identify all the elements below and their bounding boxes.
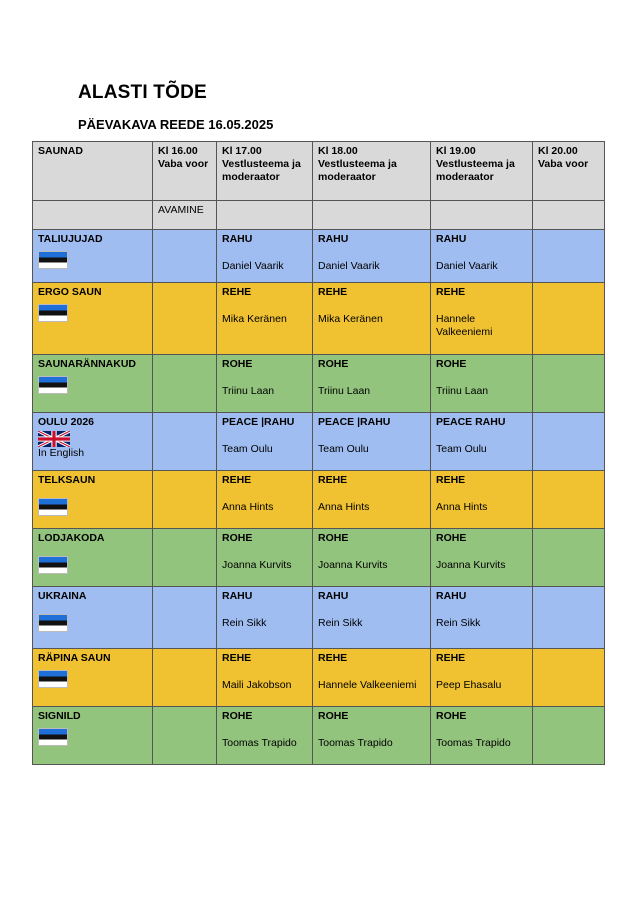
sauna-cell (33, 529, 153, 587)
moderator-name: Team Oulu (436, 443, 487, 455)
empty-cell (217, 201, 313, 230)
estonia-flag-icon (38, 728, 68, 746)
sauna-row-oulu-2026 (33, 413, 605, 471)
empty-cell (431, 201, 533, 230)
session-topic: PEACE |RAHU (318, 416, 391, 428)
saunas-header: SAUNAD (33, 142, 153, 201)
session-topic: ROHE (318, 710, 349, 722)
sauna-row-lodjakoda (33, 529, 605, 587)
moderator-name: Anna Hints (318, 501, 370, 513)
moderator-name: Toomas Trapido (318, 737, 393, 749)
session-topic: RAHU (436, 590, 467, 602)
free-slot-cell (153, 649, 217, 707)
session-cell (217, 587, 313, 649)
slot-desc: Vaba voor (538, 158, 589, 170)
moderator-name: Joanna Kurvits (436, 559, 506, 571)
free-slot-cell (153, 587, 217, 649)
estonia-flag-icon (38, 556, 68, 574)
sauna-cell (33, 283, 153, 355)
sauna-cell (33, 471, 153, 529)
moderator-name: Joanna Kurvits (318, 559, 388, 571)
document-title: ALASTI TÕDE (78, 82, 207, 103)
session-topic: ROHE (222, 358, 253, 370)
header-row (33, 142, 605, 201)
slot-header-1700 (217, 142, 313, 201)
estonia-flag-icon (38, 376, 68, 394)
sauna-name: LODJAKODA (38, 532, 105, 544)
sauna-name: SAUNARÄNNAKUD (38, 358, 136, 370)
session-topic: REHE (222, 286, 252, 298)
empty-cell (533, 201, 605, 230)
session-cell (431, 230, 533, 283)
moderator-name: Toomas Trapido (222, 737, 297, 749)
language-note: In English (38, 447, 85, 459)
session-cell (431, 587, 533, 649)
free-slot-cell (533, 529, 605, 587)
free-slot-cell (533, 355, 605, 413)
sauna-row-rapina-saun (33, 649, 605, 707)
sauna-name: TALIUJUJAD (38, 233, 103, 245)
session-cell (313, 587, 431, 649)
slot-time: Kl 19.00 (436, 145, 476, 157)
slot-header-1900 (431, 142, 533, 201)
session-topic: ROHE (436, 710, 467, 722)
session-cell (313, 471, 431, 529)
opening-cell: AVAMINE (153, 201, 217, 230)
session-topic: RAHU (318, 233, 349, 245)
session-topic: RAHU (318, 590, 349, 602)
moderator-name: Daniel Vaarik (222, 260, 284, 272)
slot-header-1600 (153, 142, 217, 201)
moderator-name: Hannele Valkeeniemi (436, 313, 493, 338)
session-cell (217, 649, 313, 707)
moderator-name: Rein Sikk (436, 617, 481, 629)
sauna-name: UKRAINA (38, 590, 87, 602)
sauna-row-saunarannakud (33, 355, 605, 413)
session-topic: RAHU (222, 233, 253, 245)
free-slot-cell (153, 413, 217, 471)
free-slot-cell (533, 230, 605, 283)
schedule-table (32, 141, 605, 765)
session-cell (313, 649, 431, 707)
moderator-name: Joanna Kurvits (222, 559, 292, 571)
session-cell (431, 283, 533, 355)
moderator-name: Triinu Laan (436, 385, 489, 397)
session-topic: REHE (318, 652, 348, 664)
slot-desc: Vestlusteema ja moderaator (436, 158, 515, 183)
sauna-cell (33, 355, 153, 413)
session-cell (431, 355, 533, 413)
session-topic: REHE (318, 286, 348, 298)
session-topic: PEACE |RAHU (222, 416, 295, 428)
slot-time: Kl 18.00 (318, 145, 358, 157)
session-topic: REHE (222, 474, 252, 486)
session-topic: ROHE (222, 710, 253, 722)
sauna-row-signild (33, 707, 605, 765)
sauna-row-telksaun (33, 471, 605, 529)
session-cell (217, 230, 313, 283)
session-cell (313, 707, 431, 765)
free-slot-cell (533, 471, 605, 529)
moderator-name: Mika Keränen (222, 313, 287, 325)
slot-time: Kl 16.00 (158, 145, 198, 157)
slot-desc: Vestlusteema ja moderaator (222, 158, 301, 183)
free-slot-cell (153, 529, 217, 587)
session-topic: ROHE (436, 358, 467, 370)
session-cell (217, 471, 313, 529)
session-cell (217, 283, 313, 355)
session-topic: REHE (436, 474, 466, 486)
session-topic: PEACE RAHU (436, 416, 506, 428)
uk-flag-icon (38, 431, 70, 447)
sauna-cell (33, 707, 153, 765)
session-topic: ROHE (318, 532, 349, 544)
free-slot-cell (153, 230, 217, 283)
moderator-name: Mika Keränen (318, 313, 383, 325)
session-cell (217, 355, 313, 413)
moderator-name: Triinu Laan (222, 385, 275, 397)
sauna-cell (33, 413, 153, 471)
free-slot-cell (153, 707, 217, 765)
session-cell (217, 529, 313, 587)
opening-row (33, 201, 605, 230)
moderator-name: Triinu Laan (318, 385, 371, 397)
moderator-name: Daniel Vaarik (436, 260, 498, 272)
sauna-name: ERGO SAUN (38, 286, 102, 298)
slot-time: Kl 17.00 (222, 145, 262, 157)
moderator-name: Rein Sikk (318, 617, 363, 629)
slot-header-1800 (313, 142, 431, 201)
moderator-name: Team Oulu (222, 443, 273, 455)
session-cell (217, 707, 313, 765)
sauna-name: SIGNILD (38, 710, 81, 722)
sauna-cell (33, 587, 153, 649)
estonia-flag-icon (38, 304, 68, 322)
empty-cell (33, 201, 153, 230)
session-cell (217, 413, 313, 471)
free-slot-cell (533, 283, 605, 355)
empty-cell (313, 201, 431, 230)
session-cell (313, 413, 431, 471)
session-topic: ROHE (222, 532, 253, 544)
session-cell (313, 283, 431, 355)
moderator-name: Daniel Vaarik (318, 260, 380, 272)
free-slot-cell (533, 707, 605, 765)
slot-desc: Vestlusteema ja moderaator (318, 158, 397, 183)
moderator-name: Peep Ehasalu (436, 679, 502, 691)
sauna-cell (33, 649, 153, 707)
estonia-flag-icon (38, 251, 68, 269)
sauna-name: OULU 2026 (38, 416, 95, 428)
sauna-row-ukraina (33, 587, 605, 649)
sauna-row-ergo-saun (33, 283, 605, 355)
session-topic: RAHU (222, 590, 253, 602)
estonia-flag-icon (38, 670, 68, 688)
slot-header-2000 (533, 142, 605, 201)
free-slot-cell (153, 471, 217, 529)
session-topic: REHE (222, 652, 252, 664)
schedule-subtitle: PÄEVAKAVA REEDE 16.05.2025 (78, 117, 274, 132)
free-slot-cell (153, 283, 217, 355)
session-cell (431, 649, 533, 707)
free-slot-cell (533, 587, 605, 649)
free-slot-cell (533, 649, 605, 707)
moderator-name: Hannele Valkeeniemi (318, 679, 417, 691)
session-topic: RAHU (436, 233, 467, 245)
session-cell (431, 529, 533, 587)
free-slot-cell (153, 355, 217, 413)
moderator-name: Toomas Trapido (436, 737, 511, 749)
session-cell (431, 413, 533, 471)
session-topic: REHE (436, 652, 466, 664)
estonia-flag-icon (38, 498, 68, 516)
session-topic: ROHE (436, 532, 467, 544)
estonia-flag-icon (38, 614, 68, 632)
slot-time: Kl 20.00 (538, 145, 578, 157)
session-cell (431, 471, 533, 529)
sauna-name: TELKSAUN (38, 474, 96, 486)
moderator-name: Maili Jakobson (222, 679, 292, 691)
moderator-name: Anna Hints (436, 501, 488, 513)
sauna-name: RÄPINA SAUN (38, 652, 111, 664)
sauna-cell (33, 230, 153, 283)
moderator-name: Anna Hints (222, 501, 274, 513)
moderator-name: Rein Sikk (222, 617, 267, 629)
slot-desc: Vaba voor (158, 158, 209, 170)
session-topic: REHE (318, 474, 348, 486)
session-cell (313, 355, 431, 413)
moderator-name: Team Oulu (318, 443, 369, 455)
sauna-row-taliujujad (33, 230, 605, 283)
session-topic: REHE (436, 286, 466, 298)
session-cell (313, 529, 431, 587)
session-topic: ROHE (318, 358, 349, 370)
session-cell (431, 707, 533, 765)
free-slot-cell (533, 413, 605, 471)
session-cell (313, 230, 431, 283)
